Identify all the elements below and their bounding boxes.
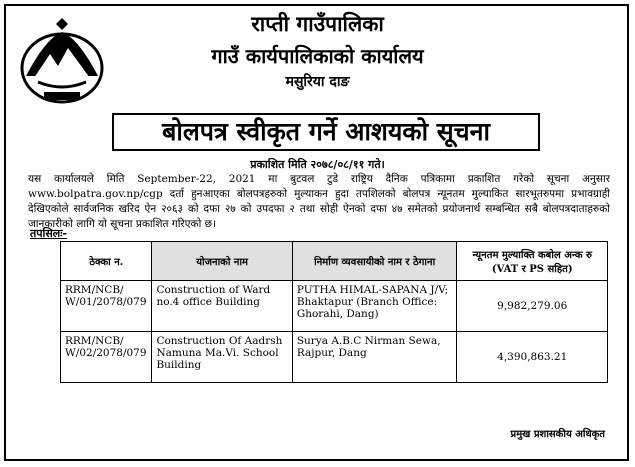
cell-project: Construction of Ward no.4 office Building bbox=[152, 281, 292, 332]
tapasil-label: तपसिलः- bbox=[30, 227, 68, 240]
contract-table bbox=[60, 241, 608, 383]
cell-contract-no: RRM/NCB/ W/01/2078/079 bbox=[61, 281, 152, 332]
cell-amount: 4,390,863.21 bbox=[457, 332, 608, 383]
table-row bbox=[61, 332, 608, 383]
header-contractor: निर्माण व्यवसायीको नाम र ठेगाना bbox=[292, 242, 457, 281]
signature-title: प्रमुख प्रशासकीय अधिकृत bbox=[510, 429, 605, 440]
notice-title: बोलपत्र स्वीकृत गर्ने आशयको सूचना bbox=[112, 113, 540, 151]
office-location: मसुरिया दाङ bbox=[285, 74, 350, 90]
table-row bbox=[61, 281, 608, 332]
cell-project: Construction Of Aadrsh Namuna Ma.Vi. School Building bbox=[152, 332, 292, 383]
published-date: प्रकाशित मिति २०७८/०८/११ गते। bbox=[250, 158, 385, 171]
cell-contractor: PUTHA HIMAL-SAPANA J/V; Bhaktapur (Branch Office: Ghorahi, Dang) bbox=[292, 281, 457, 332]
notice-body: यस कार्यालयले मिति September-22, 2021 मा बुटवल टुडे राष्ट्रिय दैनिक पत्रिकामा प्रकाशित गरेको सूचना अनुसार www.bolpatra.gov.np/cgp दर्ता हुनआएका बोलपत्रहरुको मुल्याकन हुदा तपशिलको बोलपत्र न्यूनतम मुल्याकित सारभूतरुपमा प्रभावग्राही देखिएकोले सार्वजनिक खरिद ऐन २०६३ को दफा २७ को उपदफा २ तथा सोही ऐनको दफा ४७ समेतको प्रयोजनार्थ सम्बन्धित सबै बोलपत्रदाताहरुको जानकारीको लागि यो सूचना प्रकाशित गरिएको छ। bbox=[28, 173, 610, 230]
header-contract-no: ठेक्का न. bbox=[61, 242, 152, 281]
cell-contract-no: RRM/NCB/ W/02/2078/079 bbox=[61, 332, 152, 383]
cell-amount: 9,982,279.06 bbox=[457, 281, 608, 332]
cell-contractor: Surya A.B.C Nirman Sewa, Rajpur, Dang bbox=[292, 332, 457, 383]
table-header-row bbox=[61, 242, 608, 281]
header-project: योजनाको नाम bbox=[152, 242, 292, 281]
header-amount: न्यूनतम मुल्याक्ति कबोल अन्क रु (VAT र PS सहित) bbox=[457, 242, 608, 281]
office-name: राप्ती गाउँपालिका bbox=[251, 11, 384, 36]
office-subtitle: गाउँ कार्यपालिकाको कार्यालय bbox=[211, 44, 424, 68]
